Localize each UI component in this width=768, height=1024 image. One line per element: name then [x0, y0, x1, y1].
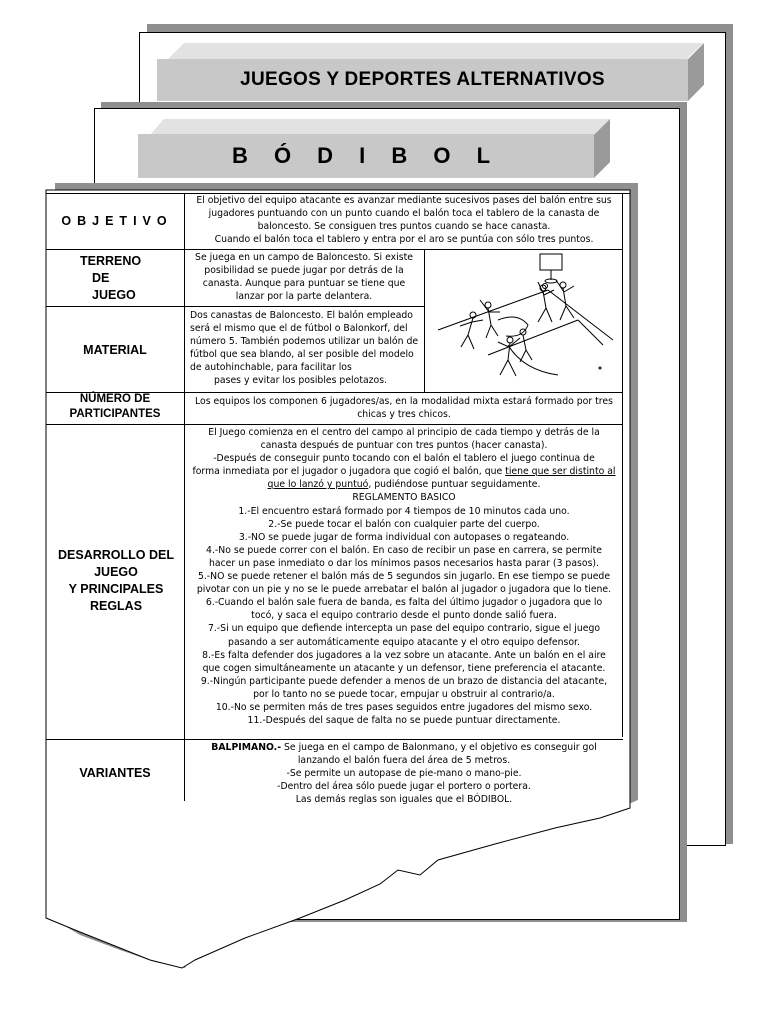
label-line: DESARROLLO DEL — [58, 548, 174, 562]
text-line: canasta después de puntuar con tres puntos (hacer canasta). — [260, 440, 548, 452]
text-line: Las demás reglas son iguales que el BÓDIBOL. — [295, 794, 513, 806]
text-line — [188, 478, 620, 491]
text-line: -Se permite un autopase de pie-mano o mano-pie. — [286, 768, 522, 780]
rule-line: hacer un pase inmediato o dar los mínimos pasos necesarios hasta parar (3 pasos). — [208, 557, 599, 569]
label-line: REGLAS — [89, 599, 143, 613]
table-column-divider — [622, 193, 623, 737]
text-line: -Después de conseguir punto tocando con el balón el tablero el juego continua de — [213, 453, 595, 465]
text-line: lanzar por la parte delantera. — [235, 291, 373, 303]
text-line — [188, 741, 620, 754]
text-line: Dos canastas de Baloncesto. El balón empleado — [190, 310, 413, 321]
row-divider — [46, 739, 623, 740]
desarrollo-label — [50, 547, 182, 615]
rule-line: 1.-El encuentro estará formado por 4 tiempos de 10 minutos cada uno. — [238, 505, 570, 517]
label-line: DE — [92, 271, 110, 285]
rule-line: 11.-Después del saque de falta no se puede puntuar directamente. — [247, 715, 561, 727]
rule-line: tocó, y saca el equipo contrario desde el punto donde salió fuera. — [251, 610, 557, 622]
text-line: Se juega en un campo de Baloncesto. Si existe — [195, 252, 413, 263]
rule-line: 8.-Es falta defender dos jugadores a la vez sobre un atacante. Ante un balón en el aire — [202, 649, 606, 661]
text-segment: , pudiéndose puntuar seguidamente. — [368, 479, 541, 491]
rule-line: pasando a ser automáticamente equipo atacante y el otro equipo defensor. — [228, 636, 580, 648]
text-line: fútbol que sea blando, al ser posible del modelo — [190, 349, 414, 361]
text-line: canasta. Aunque para puntuar se tiene que — [202, 278, 406, 290]
desarrollo-text — [188, 426, 620, 727]
rule-line: 3.-NO se puede jugar de forma individual con autopases o regateando. — [238, 531, 570, 543]
text-line: posibilidad se puede jugar por detrás de la — [204, 265, 404, 277]
participantes-text — [188, 395, 620, 421]
text-line: chicas y tres chicos. — [357, 409, 451, 421]
terreno-label — [80, 253, 154, 304]
text-line: El Juego comienza en el centro del campo al principio de cada tiempo y detrás de la — [208, 427, 600, 438]
text-line: jugadores puntuando con un punto cuando el balón toca el tablero de la canasta de — [208, 208, 600, 220]
reglamento-heading: REGLAMENTO BASICO — [352, 492, 456, 504]
variantes-text — [188, 741, 620, 806]
text-line: será el mismo que el de fútbol o Balonkorf, del — [190, 323, 408, 335]
material-text — [190, 309, 422, 388]
text-line — [188, 465, 620, 478]
text-segment: forma inmediata por el jugador o jugadora que cogió el balón, que — [192, 466, 506, 478]
text-segment: Se juega en el campo de Balonmano, y el objetivo es conseguir gol — [281, 742, 597, 753]
rule-line: 2.-Se puede tocar el balón con cualquier parte del cuerpo. — [268, 518, 540, 530]
objetivo-label: OBJETIVO — [61, 214, 173, 228]
rule-line: que cogen simultáneamente un atacante y un defensor, tiene preferencia el atacante. — [202, 662, 606, 674]
rule-line: 7.-Si un equipo que defiende intercepta un pase del equipo contrario, sigue el juego — [207, 623, 601, 635]
underlined-text: tiene que ser distinto al — [505, 466, 616, 478]
rule-line: 9.-Ningún participante puede defender a menos de un brazo de distancia del atacante, — [200, 675, 608, 687]
label-line: TERRENO — [80, 254, 142, 268]
rule-line: 4.-No se puede correr con el balón. En caso de recibir un pase en carrera, se permite — [206, 544, 602, 556]
variant-title: BALPIMANO.- — [211, 742, 282, 753]
rule-line: pivotar con un pie y no se le puede arrebatar el balón al jugador o jugadora que lo tiene. — [196, 584, 612, 596]
table-column-divider — [184, 193, 185, 801]
rule-line: 5.-NO se puede retener el balón más de 5 segundos sin jugarlo. En ese tiempo se puede — [197, 571, 611, 583]
text-line: número 5. También podemos utilizar un balón de — [190, 336, 419, 348]
text-line: -Dentro del área sólo puede jugar el portero o portera. — [277, 781, 531, 793]
row-divider — [46, 306, 186, 307]
basketball-court-illustration — [428, 250, 620, 390]
text-line: lanzando el balón fuera del área de 5 metros. — [297, 755, 511, 767]
game-title: B Ó D I B O L — [138, 134, 594, 178]
objetivo-text — [188, 194, 620, 246]
label-line: PARTICIPANTES — [69, 408, 161, 420]
variantes-label: VARIANTES — [79, 766, 151, 780]
rule-line: 6.-Cuando el balón sale fuera de banda, es falta del último jugador o jugadora que lo — [205, 597, 603, 609]
participantes-label — [50, 392, 180, 422]
row-divider — [185, 306, 425, 307]
row-divider — [46, 424, 623, 425]
rule-line: por lo tanto no se puede tocar, empujar u obstruir al contrario/a. — [253, 688, 555, 700]
label-line: NÚMERO DE — [79, 393, 151, 405]
underlined-text: que lo lanzó y puntuó — [267, 479, 369, 491]
document-title: JUEGOS Y DEPORTES ALTERNATIVOS — [157, 59, 688, 101]
illustration-divider — [424, 249, 425, 392]
label-line: Y PRINCIPALES — [68, 582, 164, 596]
text-line: Cuando el balón toca el tablero y entra por el aro se puntúa con sólo tres puntos. — [214, 234, 594, 246]
terreno-text — [186, 251, 422, 303]
text-line: pases y evitar los posibles pelotazos. — [214, 375, 388, 387]
text-line: baloncesto. Se consiguen tres puntos cuando se hace canasta. — [257, 221, 551, 233]
material-label: MATERIAL — [83, 343, 147, 357]
label-line: JUEGO — [94, 565, 138, 579]
rule-line: 10.-No se permiten más de tres pases seguidos entre jugadores del mismo sexo. — [215, 701, 593, 713]
text-line: de autohinchable, para facilitar los — [190, 362, 352, 374]
text-line: El objetivo del equipo atacante es avanzar mediante sucesivos pases del balón entre sus — [196, 195, 612, 206]
label-line: JUEGO — [92, 288, 136, 302]
text-line: Los equipos los componen 6 jugadores/as, en la modalidad mixta estará formado por tres — [195, 396, 613, 407]
